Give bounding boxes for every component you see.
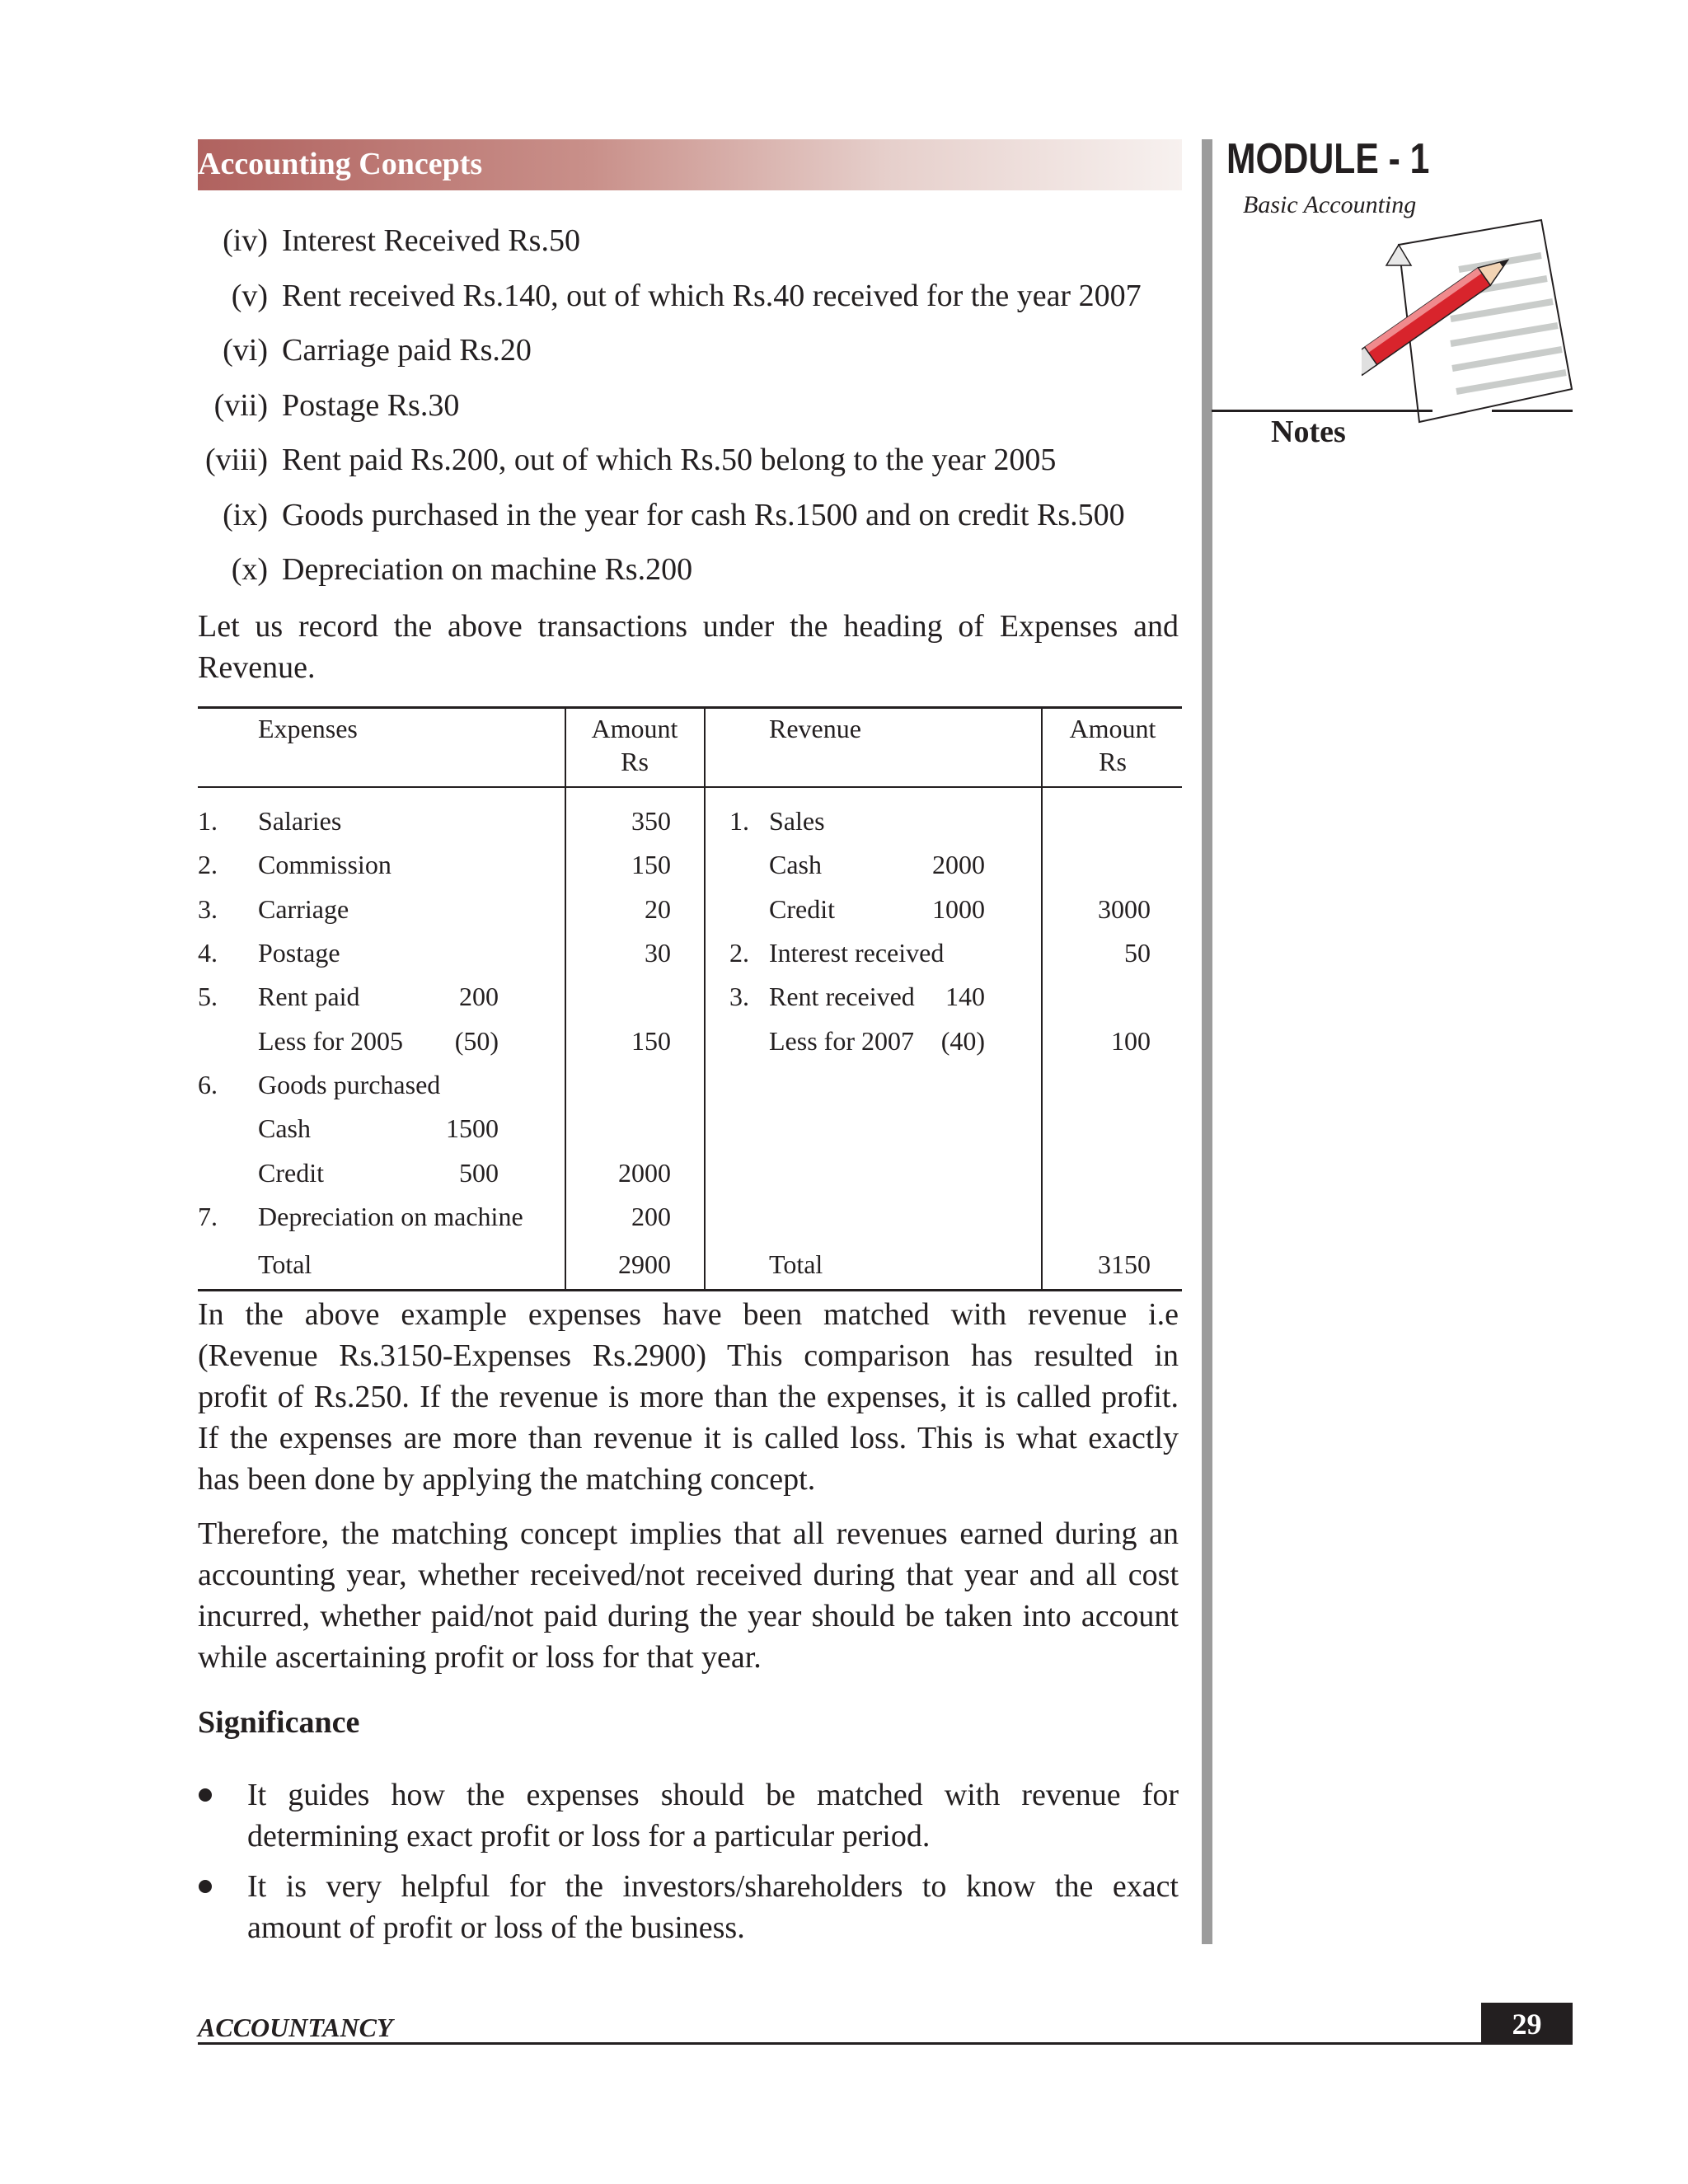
notes-label: Notes: [1271, 415, 1346, 449]
revenue-row-number: 1.: [729, 806, 749, 836]
table-col-rule: [1041, 706, 1043, 1291]
paragraph-line: while ascertaining profit or loss for that year.: [198, 1640, 762, 1675]
matching-concept-paragraph: [198, 1513, 1179, 1678]
paragraph-line: profit of Rs.250. If the revenue is more than the expenses, it is called profit.: [198, 1380, 1179, 1414]
paragraph-line: (Revenue Rs.3150-Expenses Rs.2900) This comparison has resulted in: [198, 1338, 1179, 1373]
revenue-row-label: Rent received: [769, 982, 915, 1011]
paragraph-line: incurred, whether paid/not paid during the year should be taken into account: [198, 1599, 1179, 1633]
col-header-amount: Amount: [1069, 714, 1156, 743]
list-item-text: Interest Received Rs.50: [282, 223, 580, 258]
col-header-amount: Amount: [591, 714, 678, 743]
list-item-number: (vi): [223, 333, 268, 368]
revenue-total-label: Total: [769, 1249, 823, 1279]
expense-row-subamount: 1500: [446, 1113, 499, 1143]
expense-row-amount: 350: [631, 806, 671, 836]
expense-row-amount: 150: [631, 850, 671, 879]
expense-row-subamount: (50): [454, 1026, 499, 1056]
expense-row-subamount: 200: [459, 982, 499, 1011]
table-col-rule: [565, 706, 566, 1291]
list-item-number: (ix): [223, 498, 268, 532]
expense-row-label: Goods purchased: [258, 1070, 441, 1099]
list-item-number: (viii): [205, 443, 268, 477]
col-header-expenses: Expenses: [258, 714, 358, 743]
revenue-row-label: Cash: [769, 850, 822, 879]
expense-row-label: Cash: [258, 1113, 311, 1143]
transaction-list: [0, 223, 1187, 587]
list-item-text: Carriage paid Rs.20: [282, 333, 532, 368]
list-item-text: Rent received Rs.140, out of which Rs.40 received for the year 2007: [282, 279, 1142, 313]
intro-paragraph: [198, 606, 1179, 688]
expense-row-number: 2.: [198, 850, 218, 879]
bullet-icon: [199, 1788, 212, 1802]
revenue-row-subamount: (40): [940, 1026, 985, 1056]
expense-row-number: 6.: [198, 1070, 218, 1099]
notes-rule-left: [1212, 410, 1432, 412]
paragraph-line: Therefore, the matching concept implies that all revenues earned during an: [198, 1516, 1179, 1551]
bullet-item: [247, 1774, 1179, 1857]
page-number: 29: [1512, 2008, 1542, 2041]
expense-row-amount: 200: [631, 1202, 671, 1231]
paragraph-line: Let us record the above transactions under the heading of Expenses and: [198, 609, 1179, 644]
example-paragraph: [198, 1294, 1179, 1500]
expense-row-label: Rent paid: [258, 982, 360, 1011]
bullet-line: It guides how the expenses should be matched with revenue for: [247, 1778, 1179, 1812]
list-item-number: (iv): [223, 223, 268, 258]
list-item-text: Goods purchased in the year for cash Rs.1500 and on credit Rs.500: [282, 498, 1125, 532]
expense-row-label: Salaries: [258, 806, 342, 836]
revenue-total-value: 3150: [1098, 1249, 1151, 1279]
list-item-number: (x): [231, 552, 268, 587]
bullet-line: determining exact profit or loss for a particular period.: [247, 1819, 931, 1854]
expense-row-number: 5.: [198, 982, 218, 1011]
expense-row-amount: 20: [645, 894, 671, 924]
list-item-text: Depreciation on machine Rs.200: [282, 552, 693, 587]
revenue-row-amount: 3000: [1098, 894, 1151, 924]
footer-subject: ACCOUNTANCY: [198, 2013, 393, 2042]
expense-row-label: Credit: [258, 1158, 324, 1188]
expense-row-label: Carriage: [258, 894, 349, 924]
significance-heading: Significance: [198, 1705, 360, 1740]
revenue-row-number: 3.: [729, 982, 749, 1011]
list-item-text: Postage Rs.30: [282, 388, 460, 423]
expense-total-label: Total: [258, 1249, 312, 1279]
expense-row-label: Postage: [258, 938, 340, 968]
module-title: MODULE - 1: [1226, 135, 1430, 183]
col-header-amount-unit: Rs: [1099, 747, 1127, 776]
revenue-row-subamount: 1000: [932, 894, 985, 924]
bullet-line: It is very helpful for the investors/shareholders to know the exact: [247, 1869, 1179, 1904]
expense-row-label: Commission: [258, 850, 392, 879]
bullet-icon: [199, 1880, 212, 1893]
paragraph-line: accounting year, whether received/not received during that year and all cost: [198, 1558, 1179, 1592]
revenue-row-label: Interest received: [769, 938, 945, 968]
revenue-row-number: 2.: [729, 938, 749, 968]
expense-total-value: 2900: [618, 1249, 671, 1279]
module-subtitle: Basic Accounting: [1243, 191, 1417, 218]
expense-row-label: Depreciation on machine: [258, 1202, 523, 1231]
bullet-line: amount of profit or loss of the business.: [247, 1910, 745, 1945]
revenue-row-subamount: 140: [945, 982, 985, 1011]
expense-row-label: Less for 2005: [258, 1026, 403, 1056]
expense-row-subamount: 500: [459, 1158, 499, 1188]
section-header-band: [198, 139, 1182, 190]
expense-row-number: 4.: [198, 938, 218, 968]
expense-row-amount: 150: [631, 1026, 671, 1056]
list-item-text: Rent paid Rs.200, out of which Rs.50 belong to the year 2005: [282, 443, 1057, 477]
notepad-pencil-icon: [1362, 216, 1584, 443]
expense-row-amount: 2000: [618, 1158, 671, 1188]
expense-row-number: 1.: [198, 806, 218, 836]
table-rule-header: [198, 786, 1182, 788]
table-rule-top: [198, 706, 1182, 709]
col-header-revenue: Revenue: [769, 714, 861, 743]
section-title: Accounting Concepts: [198, 147, 483, 181]
table-col-rule: [704, 706, 706, 1291]
paragraph-line: has been done by applying the matching concept.: [198, 1462, 816, 1497]
expense-row-number: 3.: [198, 894, 218, 924]
paragraph-line: Revenue.: [198, 650, 316, 685]
revenue-row-amount: 50: [1124, 938, 1151, 968]
notes-rule-right: [1492, 410, 1573, 412]
footer-rule: [198, 2042, 1573, 2045]
col-header-amount-unit: Rs: [621, 747, 649, 776]
revenue-row-amount: 100: [1111, 1026, 1151, 1056]
paragraph-line: In the above example expenses have been matched with revenue i.e: [198, 1297, 1179, 1332]
table-rule-bottom: [198, 1289, 1182, 1291]
page-number-box: [1481, 2003, 1573, 2044]
list-item-number: (v): [231, 279, 268, 313]
expense-row-number: 7.: [198, 1202, 218, 1231]
revenue-row-label: Credit: [769, 894, 835, 924]
paragraph-line: If the expenses are more than revenue it is called loss. This is what exactly: [198, 1421, 1179, 1455]
list-item-number: (vii): [213, 388, 268, 423]
revenue-row-label: Sales: [769, 806, 825, 836]
revenue-row-subamount: 2000: [932, 850, 985, 879]
revenue-row-label: Less for 2007: [769, 1026, 914, 1056]
expense-row-amount: 30: [645, 938, 671, 968]
bullet-item: [247, 1866, 1179, 1948]
